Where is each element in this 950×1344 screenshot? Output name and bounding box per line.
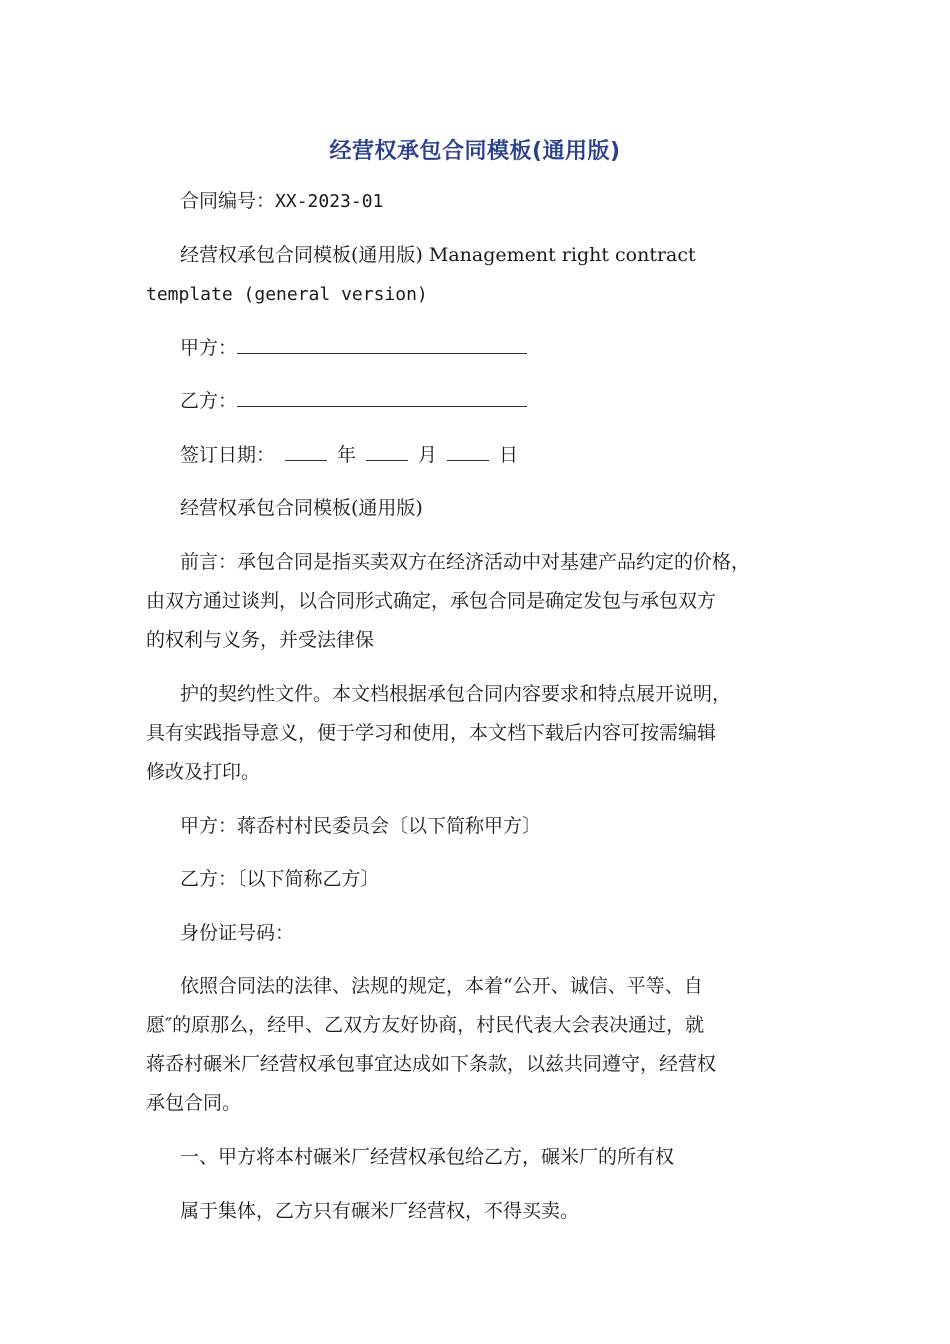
heading-repeat: 经营权承包合同模板(通用版) bbox=[180, 497, 423, 519]
year-blank bbox=[285, 440, 327, 461]
party-b-signature-line bbox=[180, 382, 527, 421]
month-label: 月 bbox=[418, 444, 438, 466]
party-b-full: 乙方：〔以下简称乙方〕 bbox=[180, 868, 380, 890]
preface-line-2: 由双方通过谈判，以合同形式确定，承包合同是确定发包与承包双方 bbox=[146, 590, 717, 612]
sign-date-label: 签订日期： bbox=[180, 444, 276, 466]
day-label: 日 bbox=[499, 444, 519, 466]
party-a-signature-line bbox=[180, 329, 527, 368]
clause-1-line-2: 属于集体，乙方只有碾米厂经营权，不得买卖。 bbox=[180, 1200, 580, 1222]
party-a-full: 甲方：蒋岙村村民委员会〔以下简称甲方〕 bbox=[180, 815, 542, 837]
clause-1-line-1: 一、甲方将本村碾米厂经营权承包给乙方，碾米厂的所有权 bbox=[180, 1146, 675, 1168]
preface2-line-1: 护的契约性文件。本文档根据承包合同内容要求和特点展开说明， bbox=[180, 683, 732, 705]
id-number-label: 身份证号码： bbox=[180, 922, 295, 944]
party-b-label: 乙方： bbox=[180, 390, 238, 412]
sign-date-line bbox=[180, 436, 518, 475]
document-title: 经营权承包合同模板(通用版) bbox=[329, 139, 621, 164]
subtitle-line-2: template (general version) bbox=[146, 284, 428, 305]
contract-number-label: 合同编号： bbox=[180, 190, 276, 212]
body-line-1: 依照合同法的法律、法规的规定，本着“公开、诚信、平等、自 bbox=[180, 975, 703, 997]
party-a-blank bbox=[237, 333, 527, 354]
contract-number-line bbox=[180, 182, 383, 221]
preface2-line-2: 具有实践指导意义，便于学习和使用，本文档下载后内容可按需编辑 bbox=[146, 722, 717, 744]
day-blank bbox=[447, 440, 489, 461]
body-line-3: 蒋岙村碾米厂经营权承包事宜达成如下条款，以兹共同遵守，经营权 bbox=[146, 1053, 717, 1075]
party-a-label: 甲方： bbox=[180, 337, 238, 359]
year-label: 年 bbox=[337, 444, 357, 466]
contract-number-value: XX-2023-01 bbox=[275, 191, 384, 212]
preface-line-3: 的权利与义务，并受法律保 bbox=[146, 629, 375, 651]
party-b-blank bbox=[237, 386, 527, 407]
preface-line-1: 前言：承包合同是指买卖双方在经济活动中对基建产品约定的价格， bbox=[180, 551, 751, 573]
subtitle-line-1 bbox=[180, 236, 696, 275]
subtitle-text-1: 经营权承包合同模板(通用版) Management right contract bbox=[180, 244, 696, 266]
preface2-line-3: 修改及打印。 bbox=[146, 761, 261, 783]
month-blank bbox=[366, 440, 408, 461]
body-line-4: 承包合同。 bbox=[146, 1092, 242, 1114]
body-line-2: 愿″的原那么，经甲、乙双方友好协商，村民代表大会表决通过，就 bbox=[146, 1014, 705, 1036]
